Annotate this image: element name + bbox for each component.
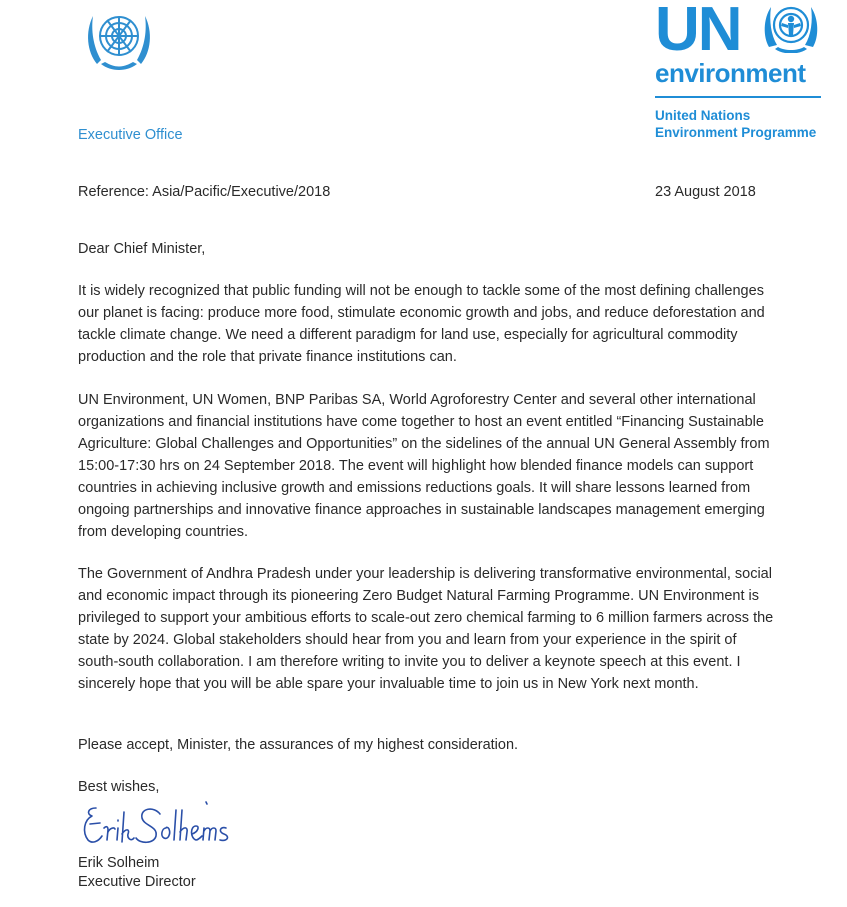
office-label: Executive Office (78, 127, 183, 143)
brand-un-text: UN (655, 0, 741, 64)
handwritten-signature (78, 798, 243, 853)
brand-divider (655, 96, 821, 98)
body-paragraph-3: The Government of Andhra Pradesh under your leadership is delivering transformative environmental, social and economic impact through its pioneering Zero Budget Natural Farming Programme. UN Environment is privileged to support your ambitious efforts to scale-out zero chemical farming to 6 million farmers across the state by 2024. Global stakeholders should hear from you and learn from your experience in the spirit of south-south collaboration. I am therefore writing to invite you to deliver a keynote speech at this event. I sincerely hope that you will be able spare your invaluable time to join us in New York next month. (78, 566, 774, 692)
signer-name: Erik Solheim (78, 855, 160, 871)
body-paragraph-2: UN Environment, UN Women, BNP Paribas SA, World Agroforestry Center and several other international organizations and financial institutions have come together to host an event entitled “Financing Sustainable Agriculture: Global Challenges and Opportunities” on the sidelines of the annual UN General Assembly from 15:00-17:30 hrs on 24 September 2018. The event will highlight how blended finance models can support countries in achieving inclusive growth and emissions reductions goals. It will share lessons learned from ongoing partnerships and innovative finance approaches in sustainable landscapes management emerging from developing countries. (78, 392, 770, 540)
closing-line: Please accept, Minister, the assurances of my highest consideration. (78, 737, 519, 753)
un-emblem-logo (77, 2, 161, 74)
letter-date: 23 August 2018 (655, 184, 756, 200)
brand-environment-text: environment (655, 58, 806, 88)
brand-subtitle-line1: United Nations (655, 108, 751, 123)
reference-line: Reference: Asia/Pacific/Executive/2018 (78, 184, 331, 200)
signer-title: Executive Director (78, 874, 196, 890)
body-paragraph-1: It is widely recognized that public funding will not be enough to tackle some of the most defining challenges our planet is facing: produce more food, stimulate economic growth and jobs, and reduce deforestation and tackle climate change. We need a different paradigm for land use, especially for agricultural commodity production and the role that private finance institutions can. (78, 283, 765, 365)
sign-off: Best wishes, (78, 779, 160, 795)
brand-subtitle-line2: Environment Programme (655, 125, 817, 140)
salutation: Dear Chief Minister, (78, 241, 206, 257)
un-environment-emblem-icon (761, 1, 821, 53)
